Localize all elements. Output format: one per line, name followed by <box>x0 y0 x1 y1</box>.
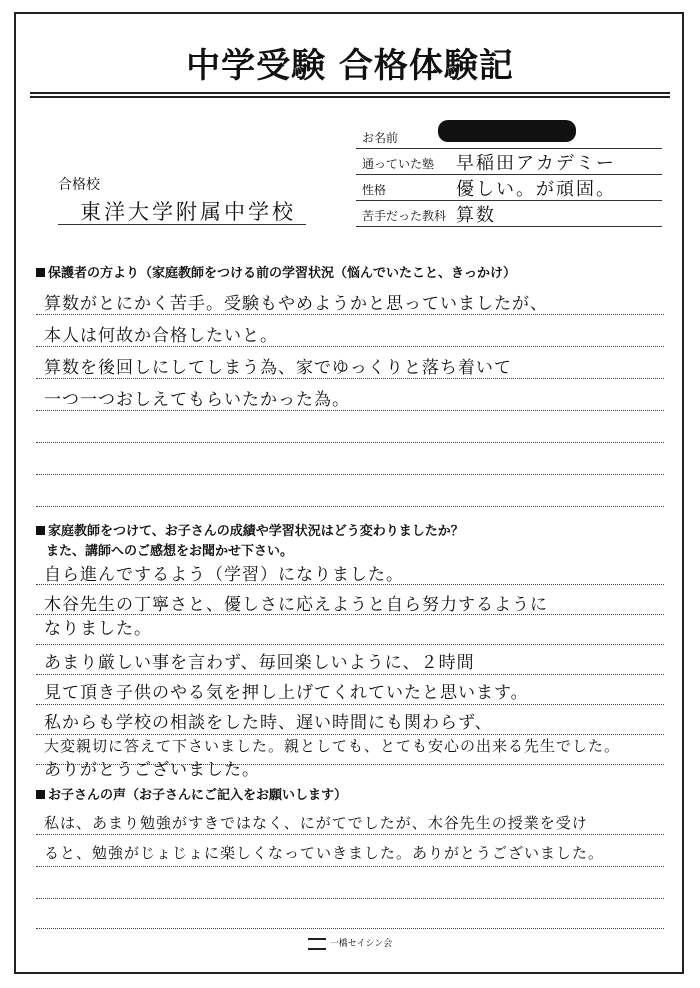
school-value: 東洋大学附属中学校 <box>80 200 296 224</box>
ruled-line <box>36 442 664 443</box>
title-rule-thin <box>30 96 670 98</box>
handwritten-line: 算数がとにかく苦手。受験もやめようかと思っていましたが、 <box>44 294 548 314</box>
ruled-line <box>36 866 664 867</box>
bullet-square-icon <box>36 526 45 535</box>
cram-row <box>356 148 662 175</box>
cram-label: 通っていた塾 <box>362 157 435 171</box>
school-underline <box>58 224 306 225</box>
name-row <box>356 122 662 149</box>
section2-heading: 家庭教師をつけて、お子さんの成績や学習状況はどう変わりましたか？ <box>36 520 464 539</box>
weak-subject-label: 苦手だった教科 <box>362 209 447 223</box>
personality-label: 性格 <box>362 183 387 197</box>
handwritten-line: 大変親切に答えて下さいました。親としても、とても安心の出来る先生でした。 <box>44 737 621 755</box>
weak-subject-row <box>356 200 662 227</box>
handwritten-line: 私は、あまり勉強がすきではなく、にがてでしたが、木谷先生の授業を受け <box>44 814 588 832</box>
ruled-line <box>36 378 664 379</box>
ruled-line <box>36 506 664 507</box>
section1-heading: 保護者の方より（家庭教師をつける前の学習状況（悩んでいたこと、きっかけ） <box>36 262 516 281</box>
ruled-line <box>36 928 664 929</box>
ruled-line <box>36 346 664 347</box>
personality-row <box>356 174 662 201</box>
ruled-line <box>36 834 664 835</box>
footer-logo <box>300 936 400 950</box>
ruled-line <box>36 314 664 315</box>
handwritten-line: 本人は何故か合格したいと。 <box>44 326 278 346</box>
footer-brand: 一橋セイシン会 <box>329 939 393 949</box>
handwritten-line: ると、勉強がじょじょに楽しくなっていきました。ありがとうございました。 <box>44 844 605 862</box>
handwritten-line: 自ら進んでするよう（学習）になりました。 <box>44 565 404 585</box>
handwritten-line: なりました。 <box>44 619 152 639</box>
cram-value: 早稲田アカデミー <box>456 153 616 174</box>
weak-subject-value: 算数 <box>456 205 496 226</box>
ruled-line <box>36 410 664 411</box>
handwritten-line: 私からも学校の相談をした時、遅い時間にも関わらず、 <box>44 713 493 733</box>
section2-subheading: また、講師へのご感想をお聞かせ下さい。 <box>46 544 294 559</box>
name-label: お名前 <box>362 131 399 145</box>
section3-heading: お子さんの声（お子さんにご記入をお願いします） <box>36 784 347 803</box>
bullet-square-icon <box>36 790 45 799</box>
handwritten-line: 見て頂き子供のやる気を押し上げてくれていたと思います。 <box>44 683 529 703</box>
handwritten-line: 算数を後回しにしてしまう為、家でゆっくりと落ち着いて <box>44 358 512 378</box>
ruled-line <box>36 898 664 899</box>
brand-logo-icon <box>308 938 326 950</box>
title-rule <box>30 92 670 94</box>
school-label: 合格校 <box>58 177 100 193</box>
bullet-square-icon <box>36 268 45 277</box>
ruled-line <box>36 704 664 705</box>
handwritten-line: ありがとうございました。 <box>44 760 260 780</box>
handwritten-line: 一つ一つおしえてもらいたかった為。 <box>44 390 350 410</box>
handwritten-line: 木谷先生の丁寧さと、優しさに応えようと自ら努力するように <box>44 595 548 615</box>
ruled-line <box>36 674 664 675</box>
handwritten-line: あまり厳しい事を言わず、毎回楽しいように、２時間 <box>44 653 475 673</box>
redacted-name <box>438 120 576 142</box>
page-title: 中学受験 合格体験記 <box>186 46 514 86</box>
ruled-line <box>36 644 664 645</box>
personality-value: 優しい。が頑固。 <box>456 179 616 200</box>
ruled-line <box>36 474 664 475</box>
